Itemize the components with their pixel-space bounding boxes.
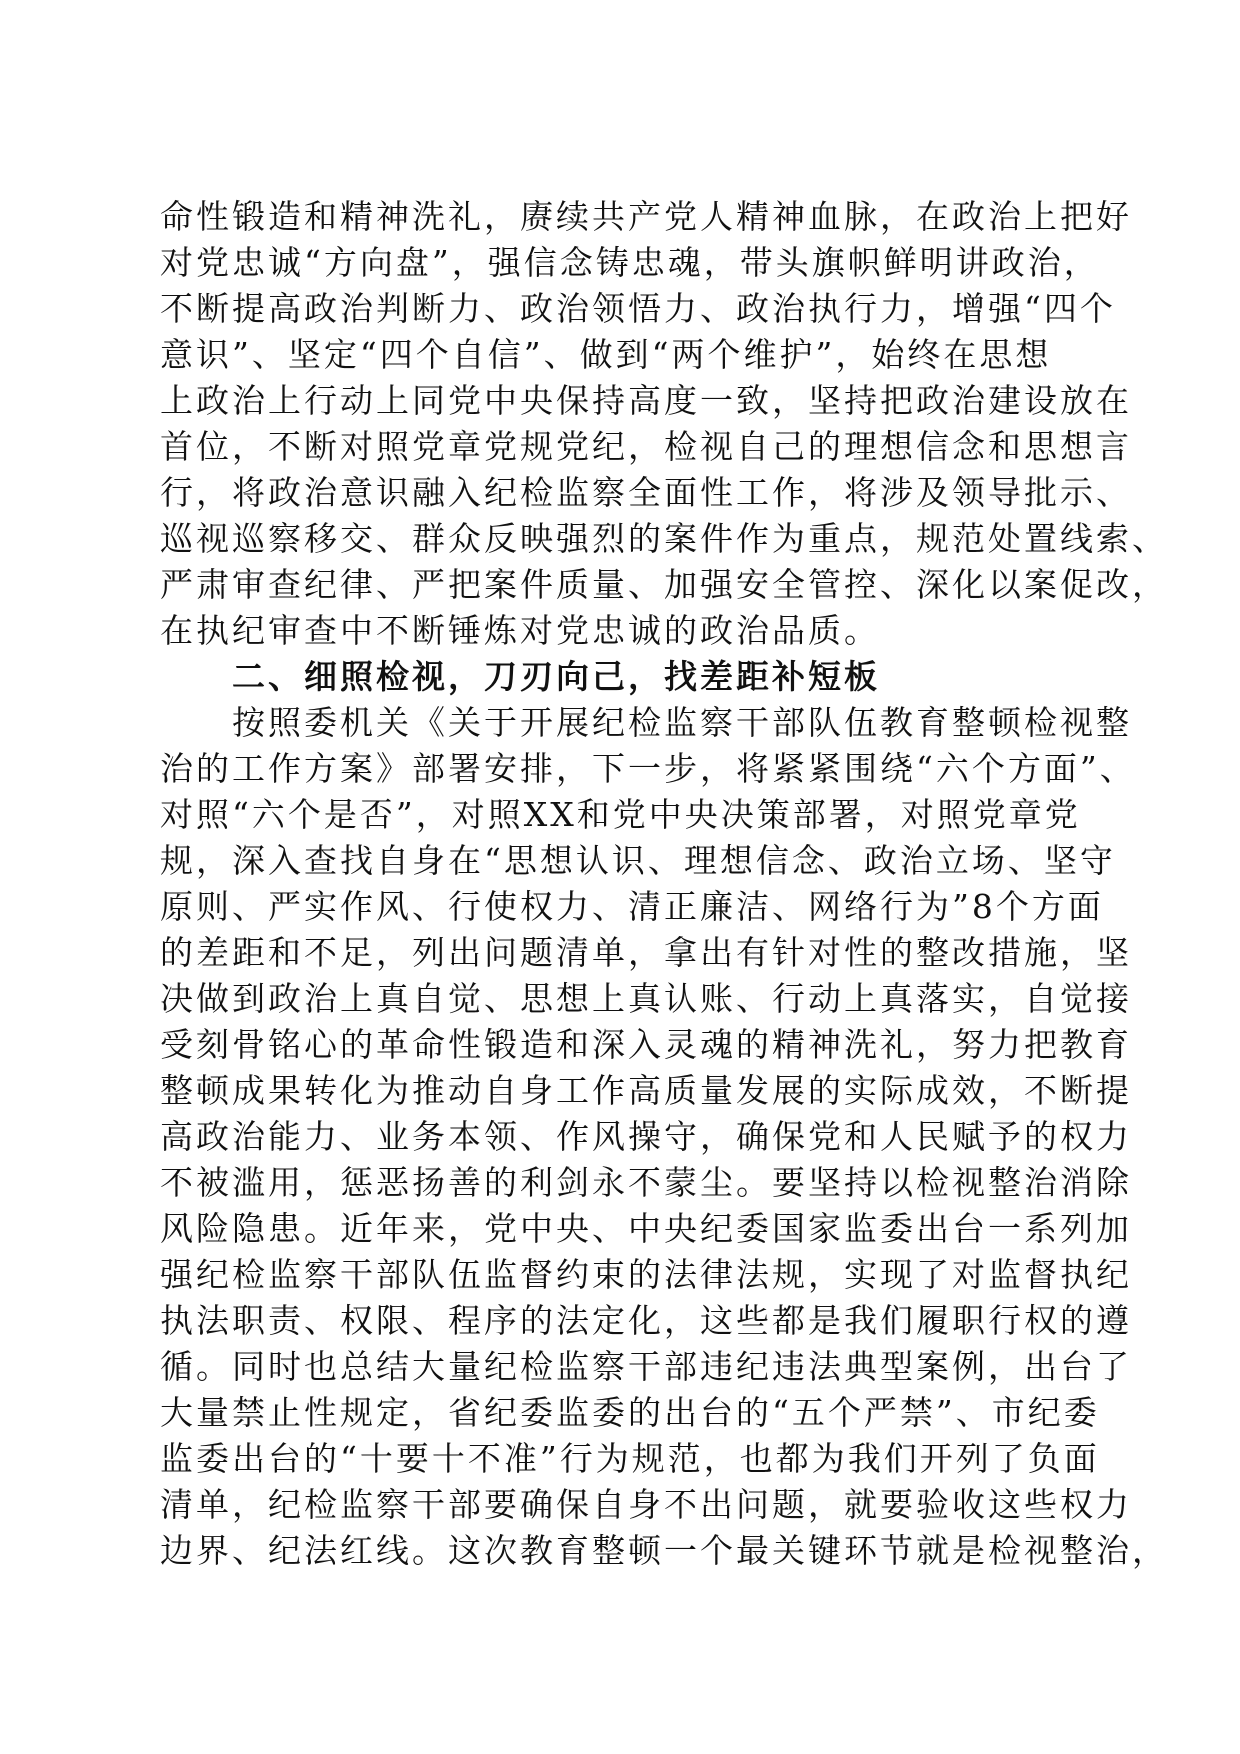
text-line: 边界、纪法红线。这次教育整顿一个最关键环节就是检视整治， [160, 1531, 1168, 1570]
text-line: 原则、严实作风、行使权力、清正廉洁、网络行为”8个方面 [160, 887, 1104, 926]
text-line: 对党忠诚“方向盘”，强信念铸忠魂，带头旗帜鲜明讲政治， [160, 243, 1100, 282]
text-line: 治的工作方案》部署安排，下一步，将紧紧围绕“六个方面”、 [160, 749, 1136, 788]
text-line: 高政治能力、业务本领、作风操守，确保党和人民赋予的权力 [160, 1117, 1132, 1156]
text-line: 不被滥用，惩恶扬善的利剑永不蒙尘。要坚持以检视整治消除 [160, 1163, 1132, 1202]
text-line: 在执纪审查中不断锤炼对党忠诚的政治品质。 [160, 611, 880, 650]
paragraph-section-two [160, 700, 1168, 1574]
text-line: 行，将政治意识融入纪检监察全面性工作，将涉及领导批示、 [160, 473, 1132, 512]
document-body [160, 194, 1168, 1574]
text-line: 巡视巡察移交、群众反映强烈的案件作为重点，规范处置线索、 [160, 519, 1168, 558]
text-line: 执法职责、权限、程序的法定化，这些都是我们履职行权的遵 [160, 1301, 1132, 1340]
text-line: 的差距和不足，列出问题清单，拿出有针对性的整改措施，坚 [160, 933, 1132, 972]
paragraph-continuation [160, 194, 1168, 654]
text-line: 整顿成果转化为推动自身工作高质量发展的实际成效，不断提 [160, 1071, 1132, 1110]
text-line: 监委出台的“十要十不准”行为规范，也都为我们开列了负面 [160, 1439, 1100, 1478]
text-line-first: 按照委机关《关于开展纪检监察干部队伍教育整顿检视整 [232, 703, 1132, 742]
text-line: 受刻骨铭心的革命性锻造和深入灵魂的精神洗礼，努力把教育 [160, 1025, 1132, 1064]
text-line: 强纪检监察干部队伍监督约束的法律法规，实现了对监督执纪 [160, 1255, 1132, 1294]
text-line: 对照“六个是否”，对照XX和党中央决策部署，对照党章党 [160, 795, 1081, 834]
text-line: 循。同时也总结大量纪检监察干部违纪违法典型案例，出台了 [160, 1347, 1132, 1386]
text-line: 上政治上行动上同党中央保持高度一致，坚持把政治建设放在 [160, 381, 1132, 420]
text-line: 意识”、坚定“四个自信”、做到“两个维护”，始终在思想 [160, 335, 1052, 374]
text-line: 大量禁止性规定，省纪委监委的出台的“五个严禁”、市纪委 [160, 1393, 1100, 1432]
text-line: 命性锻造和精神洗礼，赓续共产党人精神血脉，在政治上把好 [160, 197, 1132, 236]
text-line: 不断提高政治判断力、政治领悟力、政治执行力，增强“四个 [160, 289, 1116, 328]
text-line: 决做到政治上真自觉、思想上真认账、行动上真落实，自觉接 [160, 979, 1132, 1018]
text-line: 严肃审查纪律、严把案件质量、加强安全管控、深化以案促改， [160, 565, 1168, 604]
text-line: 清单，纪检监察干部要确保自身不出问题，就要验收这些权力 [160, 1485, 1132, 1524]
text-line: 风险隐患。近年来，党中央、中央纪委国家监委出台一系列加 [160, 1209, 1132, 1248]
section-heading: 二、细照检视，刀刃向己，找差距补短板 [232, 657, 880, 696]
text-line: 首位，不断对照党章党规党纪，检视自己的理想信念和思想言 [160, 427, 1132, 466]
text-line: 规，深入查找自身在“思想认识、理想信念、政治立场、坚守 [160, 841, 1116, 880]
